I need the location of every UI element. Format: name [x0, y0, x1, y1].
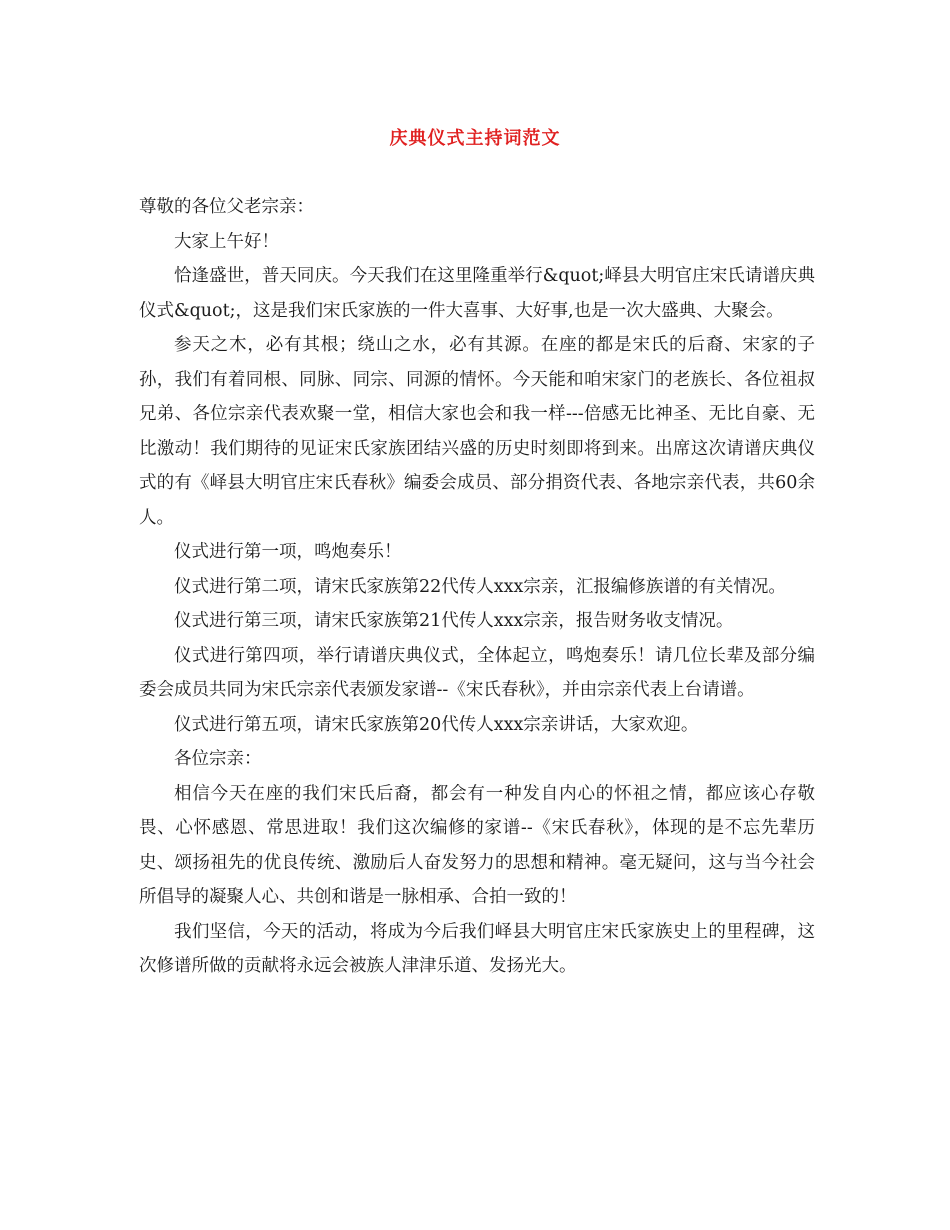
paragraph: 仪式进行第四项，举行请谱庆典仪式，全体起立，鸣炮奏乐！请几位长辈及部分编委会成员共同为宋氏宗亲代表颁发家谱--《宋氏春秋》，并由宗亲代表上台请谱。: [139, 645, 815, 700]
paragraph: 恰逢盛世，普天同庆。今天我们在这里隆重举行&quot;峄县大明官庄宋氏请谱庆典仪式&quot;，这是我们宋氏家族的一件大喜事、大好事,也是一次大盛典、大聚会。: [139, 266, 815, 321]
greeting-paragraph: 尊敬的各位父老宗亲：: [139, 197, 314, 217]
paragraph: 仪式进行第二项，请宋氏家族第22代传人xxx宗亲，汇报编修族谱的有关情况。: [174, 576, 786, 597]
paragraph: 参天之木，必有其根；绕山之水，必有其源。在座的都是宋氏的后裔、宋家的子孙，我们有着同根、同脉、同宗、同源的情怀。今天能和咱宋家门的老族长、各位祖叔兄弟、各位宗亲代表欢聚一堂，相信大家也会和我一样---倍感无比神圣、无比自豪、无比激动！我们期待的见证宋氏家族团结兴盛的历史时刻即将到来。出席这次请谱庆典仪式的有《峄县大明官庄宋氏春秋》编委会成员、部分捐资代表、各地宗亲代表，共60余人。: [139, 335, 815, 528]
paragraph: 我们坚信，今天的活动，将成为今后我们峄县大明官庄宋氏家族史上的里程碑，这次修谱所做的贡献将永远会被族人津津乐道、发扬光大。: [139, 921, 815, 976]
document-body: [139, 190, 815, 984]
document-title: 庆典仪式主持词范文: [389, 128, 561, 149]
paragraph: 相信今天在座的我们宋氏后裔，都会有一种发自内心的怀祖之情，都应该心存敬畏、心怀感恩、常思进取！我们这次编修的家谱--《宋氏春秋》，体现的是不忘先辈历史、颂扬祖先的优良传统、激励后人奋发努力的思想和精神。毫无疑问，这与当今社会所倡导的凝聚人心、共创和谐是一脉相承、合拍一致的！: [139, 783, 815, 907]
paragraph: 仪式进行第五项，请宋氏家族第20代传人xxx宗亲讲话，大家欢迎。: [174, 714, 699, 735]
paragraph: 大家上午好！: [174, 231, 279, 252]
paragraph: 仪式进行第一项，鸣炮奏乐！: [174, 542, 402, 562]
paragraph: 各位宗亲：: [174, 749, 262, 769]
paragraph: 仪式进行第三项，请宋氏家族第21代传人xxx宗亲，报告财务收支情况。: [174, 611, 734, 631]
